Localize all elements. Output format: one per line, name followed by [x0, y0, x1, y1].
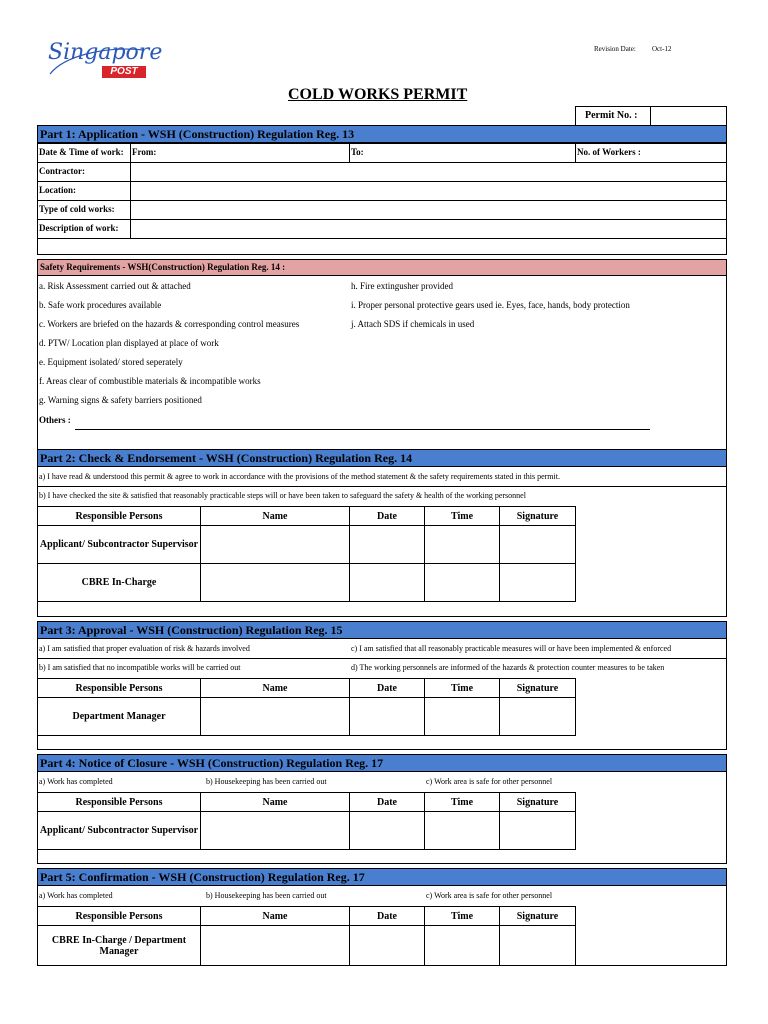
part2-table: [37, 506, 577, 602]
col-header: Time: [424, 792, 500, 812]
safety-item: c. Workers are briefed on the hazards & corresponding control measures: [39, 319, 300, 329]
col-header: Date: [349, 678, 425, 698]
safety-item: b. Safe work procedures available: [39, 300, 162, 310]
safety-item: e. Equipment isolated/ stored seperately: [39, 357, 183, 367]
col-header: Name: [200, 506, 350, 526]
part4-statement-b: b) Housekeeping has been carried out: [206, 777, 327, 786]
to-label: To:: [351, 147, 364, 157]
others-label: Others :: [39, 415, 71, 425]
safety-item: j. Attach SDS if chemicals in used: [351, 319, 475, 329]
part3-statement-d: d) The working personnels are informed of the hazards & protection counter measures to be taken: [351, 663, 665, 672]
time-field[interactable]: [424, 697, 500, 736]
col-header: Time: [424, 506, 500, 526]
col-header: Date: [349, 506, 425, 526]
part5-heading: Part 5: Confirmation - WSH (Construction) Regulation Reg. 17: [37, 868, 727, 886]
col-header: Signature: [499, 678, 576, 698]
logo-wordmark: Singapore: [48, 40, 163, 65]
part1-heading: Part 1: Application - WSH (Construction) Regulation Reg. 13: [37, 125, 727, 143]
part2-statement-a: a) I have read & understood this permit & agree to work in accordance with the provisions of the method statement & the safety requirements stated in this permit.: [39, 472, 560, 481]
col-header: Responsible Persons: [37, 906, 201, 926]
col-header: Signature: [499, 792, 576, 812]
signature-field[interactable]: [499, 525, 576, 564]
part4-statement-c: c) Work area is safe for other personnel: [426, 777, 553, 786]
time-field[interactable]: [424, 925, 500, 966]
signature-field[interactable]: [499, 811, 576, 850]
part5-statement-a: a) Work has completed: [39, 891, 113, 900]
time-field[interactable]: [424, 811, 500, 850]
part4-table: [37, 792, 577, 850]
safety-heading: Safety Requirements - WSH(Construction) Regulation Reg. 14 :: [37, 259, 727, 276]
safety-item: a. Risk Assessment carried out & attached: [39, 281, 191, 291]
row-label: Applicant/ Subcontractor Supervisor: [37, 525, 201, 564]
permit-number-label: Permit No. :: [585, 110, 638, 121]
safety-item: i. Proper personal protective gears used ie. Eyes, face, hands, body protection: [351, 300, 630, 310]
signature-field[interactable]: [499, 925, 576, 966]
row-label: Applicant/ Subcontractor Supervisor: [37, 811, 201, 850]
description-field[interactable]: [131, 220, 726, 237]
row-label: CBRE In-Charge: [37, 563, 201, 602]
name-field[interactable]: [200, 811, 350, 850]
contractor-field[interactable]: [131, 163, 726, 180]
row-label: Department Manager: [37, 697, 201, 736]
name-field[interactable]: [200, 525, 350, 564]
date-field[interactable]: [349, 811, 425, 850]
description-label: Description of work:: [39, 223, 119, 233]
col-header: Name: [200, 678, 350, 698]
name-field[interactable]: [200, 925, 350, 966]
type-of-works-label: Type of cold works:: [39, 204, 115, 214]
safety-item: d. PTW/ Location plan displayed at place of work: [39, 338, 219, 348]
part3-statement-c: c) I am satisfied that all reasonably practicable measures will or have been implemented & enforced: [351, 644, 672, 653]
name-field[interactable]: [200, 563, 350, 602]
part5-statement-b: b) Housekeeping has been carried out: [206, 891, 327, 900]
part3-statement-b: b) I am satisfied that no incompatible works will be carried out: [39, 663, 241, 672]
row-label: CBRE In-Charge / Department Manager: [37, 925, 201, 966]
col-header: Responsible Persons: [37, 678, 201, 698]
col-header: Date: [349, 792, 425, 812]
name-field[interactable]: [200, 697, 350, 736]
col-header: Name: [200, 906, 350, 926]
col-header: Date: [349, 906, 425, 926]
type-of-works-field[interactable]: [131, 201, 726, 218]
safety-item: g. Warning signs & safety barriers positioned: [39, 395, 202, 405]
singapore-post-logo: [44, 36, 163, 86]
part2-heading: Part 2: Check & Endorsement - WSH (Construction) Regulation Reg. 14: [37, 449, 727, 467]
permit-number-field[interactable]: [650, 106, 651, 126]
logo-post-badge: POST: [102, 66, 146, 78]
col-header: Signature: [499, 906, 576, 926]
location-label: Location:: [39, 185, 76, 195]
date-field[interactable]: [349, 925, 425, 966]
col-header: Responsible Persons: [37, 506, 201, 526]
part5-table: [37, 906, 577, 966]
part5-statement-c: c) Work area is safe for other personnel: [426, 891, 553, 900]
time-field[interactable]: [424, 563, 500, 602]
col-header: Signature: [499, 506, 576, 526]
date-field[interactable]: [349, 697, 425, 736]
safety-item: h. Fire extingusher provided: [351, 281, 453, 291]
page-title: COLD WORKS PERMIT: [288, 86, 468, 103]
part2-statement-b: b) I have checked the site & satisfied that reasonably practicable steps will or have been taken to safeguard the safety & health of the working personnel: [39, 491, 526, 500]
col-header: Time: [424, 906, 500, 926]
part3-statement-a: a) I am satisfied that proper evaluation of risk & hazards involved: [39, 644, 250, 653]
part3-table: [37, 678, 577, 736]
contractor-label: Contractor:: [39, 166, 85, 176]
col-header: Name: [200, 792, 350, 812]
revision-date-value: Oct-12: [652, 45, 672, 53]
time-field[interactable]: [424, 525, 500, 564]
revision-date-label: Revision Date:: [594, 45, 636, 53]
date-time-label: Date & Time of work:: [39, 147, 124, 157]
part3-heading: Part 3: Approval - WSH (Construction) Regulation Reg. 15: [37, 621, 727, 639]
others-field[interactable]: [75, 429, 650, 430]
safety-item: f. Areas clear of combustible materials & incompatible works: [39, 376, 261, 386]
part4-statement-a: a) Work has completed: [39, 777, 113, 786]
signature-field[interactable]: [499, 563, 576, 602]
location-field[interactable]: [131, 182, 726, 199]
from-label: From:: [132, 147, 157, 157]
part4-heading: Part 4: Notice of Closure - WSH (Construction) Regulation Reg. 17: [37, 754, 727, 772]
col-header: Responsible Persons: [37, 792, 201, 812]
date-field[interactable]: [349, 525, 425, 564]
date-field[interactable]: [349, 563, 425, 602]
col-header: Time: [424, 678, 500, 698]
signature-field[interactable]: [499, 697, 576, 736]
workers-label: No. of Workers :: [577, 147, 641, 157]
